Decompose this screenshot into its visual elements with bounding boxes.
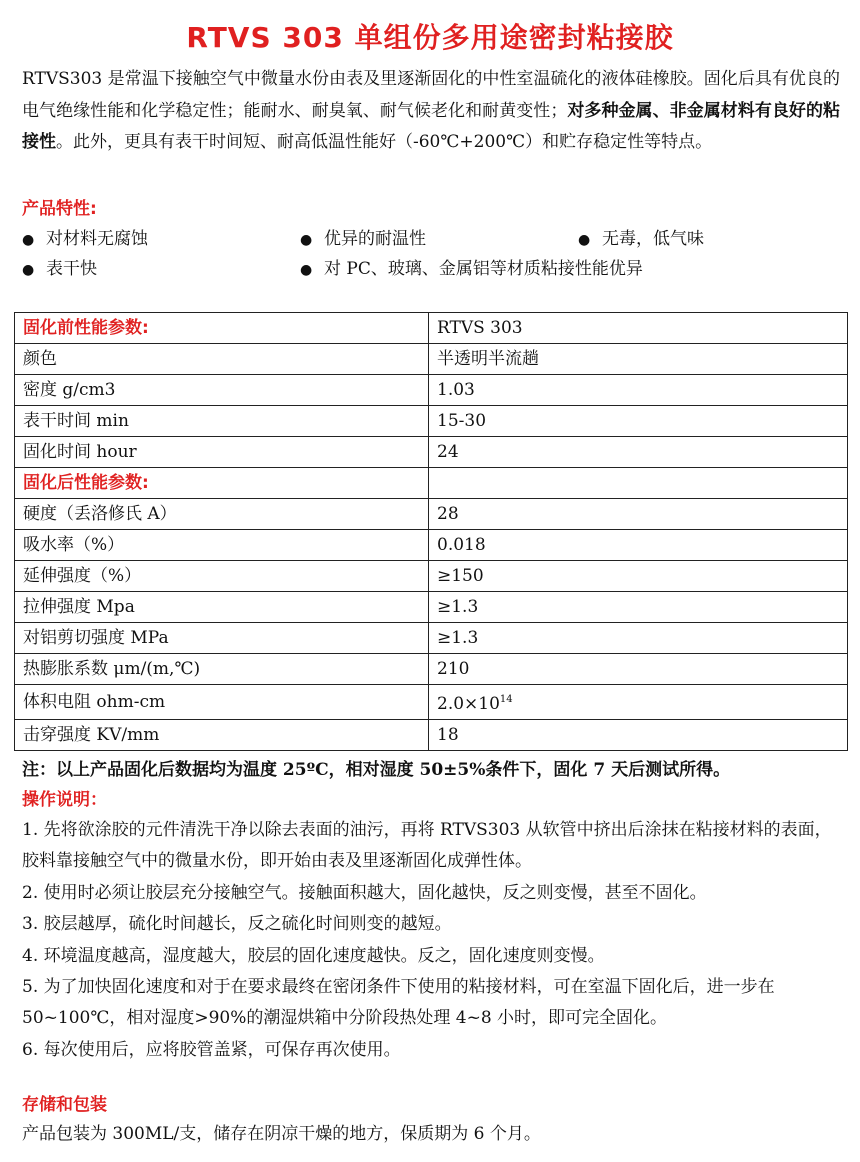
- label-cell: 硬度（丢洛修氏 A）: [15, 499, 429, 530]
- operation-heading: 操作说明：: [22, 790, 107, 810]
- value-cell: [429, 685, 848, 720]
- section-header-cell: 固化后性能参数:: [15, 468, 429, 499]
- feature-item: [22, 224, 148, 249]
- operation-step: 5. 为了加快固化速度和对于在要求最终在密闭条件下使用的粘接材料，可在室温下固化后，进一步在 50~100℃，相对湿度>90%的潮湿烘箱中分阶段热处理 4~8 小时，即可完全固化。: [22, 977, 775, 1029]
- table-row: [15, 561, 848, 592]
- label-cell: 体积电阻 ohm-cm: [15, 685, 429, 720]
- feature-item: [578, 224, 704, 249]
- intro-bold-text: 对多种金属、非金属材料有良好的粘接性: [22, 100, 841, 152]
- label-cell: 固化时间 hour: [15, 437, 429, 468]
- operation-step: 6. 每次使用后，应将胶管盖紧，可保存再次使用。: [22, 1039, 401, 1060]
- parameters-table: [14, 312, 848, 751]
- table-row: [15, 344, 848, 375]
- value-cell: ≥1.3: [429, 592, 848, 623]
- section-header-cell: 固化前性能参数:: [15, 313, 429, 344]
- table-row: [15, 720, 848, 751]
- operation-step: 1. 先将欲涂胶的元件清洗干净以除去表面的油污，再将 RTVS303 从软管中挤出后涂抹在粘接材料的表面，胶料靠接触空气中的微量水份，即开始由表及里逐渐固化成弹性体。: [22, 820, 832, 872]
- intro-text-1: RTVS303 是常温下接触空气中微量水份由表及里逐渐固化的中性室温硫化的液体硅橡胶。固化后具有优良的电气绝缘性能和化学稳定性；能耐水、耐臭氧、耐气候老化和耐黄变性；: [22, 69, 840, 121]
- feature-item: [22, 254, 97, 279]
- value-cell: 半透明半流趟: [429, 344, 848, 375]
- feature-item: [300, 224, 426, 249]
- note-label: 注：: [22, 760, 56, 780]
- feature-label: 对 PC、玻璃、金属铝等材质粘接性能优异: [324, 259, 643, 279]
- table-row: [15, 623, 848, 654]
- table-row: [15, 685, 848, 720]
- value-text: 2.0×10: [437, 694, 500, 714]
- table-note: [22, 755, 852, 780]
- bullet-icon: ●: [300, 262, 313, 278]
- document-title: RTVS 303 单组份多用途密封粘接胶: [186, 21, 674, 54]
- feature-label: 无毒，低气味: [602, 229, 704, 249]
- storage-heading: 存储和包装: [22, 1095, 107, 1115]
- table-row: [15, 499, 848, 530]
- exponent-text: 14: [499, 694, 513, 705]
- operation-step: 2. 使用时必须让胶层充分接触空气。接触面积越大，固化越快，反之则变慢，甚至不固化。: [22, 882, 707, 903]
- feature-label: 表干快: [46, 259, 97, 279]
- feature-label: 对材料无腐蚀: [46, 229, 148, 249]
- table-row: [15, 406, 848, 437]
- value-cell: RTVS 303: [429, 313, 848, 344]
- operation-step: 4. 环境温度越高，湿度越大，胶层的固化速度越快。反之，固化速度则变慢。: [22, 945, 605, 966]
- storage-text: 产品包装为 300ML/支，储存在阴凉干燥的地方，保质期为 6 个月。: [22, 1124, 541, 1144]
- table-row: [15, 654, 848, 685]
- feature-item: [300, 254, 643, 279]
- value-cell: 18: [429, 720, 848, 751]
- bullet-icon: ●: [300, 232, 313, 248]
- label-cell: 击穿强度 KV/mm: [15, 720, 429, 751]
- label-cell: 延伸强度（%）: [15, 561, 429, 592]
- label-cell: 表干时间 min: [15, 406, 429, 437]
- bullet-icon: ●: [578, 232, 591, 248]
- value-cell: ≥150: [429, 561, 848, 592]
- table-row: [15, 375, 848, 406]
- value-cell: 15-30: [429, 406, 848, 437]
- value-cell: 210: [429, 654, 848, 685]
- label-cell: 密度 g/cm3: [15, 375, 429, 406]
- label-cell: 对铝剪切强度 MPa: [15, 623, 429, 654]
- feature-label: 优异的耐温性: [324, 229, 426, 249]
- table-row: [15, 313, 848, 344]
- value-cell: 0.018: [429, 530, 848, 561]
- table-row: [15, 530, 848, 561]
- value-cell: ≥1.3: [429, 623, 848, 654]
- value-cell: 1.03: [429, 375, 848, 406]
- table-row: [15, 437, 848, 468]
- note-text: 以上产品固化后数据均为温度 25ºC，相对湿度 50±5%条件下，固化 7 天后测试所得。: [56, 760, 731, 780]
- operation-step: 3. 胶层越厚，硫化时间越长，反之硫化时间则变的越短。: [22, 914, 452, 935]
- features-heading: 产品特性:: [22, 199, 97, 219]
- intro-text-2: 。此外，更具有表干时间短、耐高低温性能好（-60℃+200℃）和贮存稳定性等特点。: [56, 132, 713, 152]
- intro-paragraph: [22, 64, 840, 159]
- value-cell: 28: [429, 499, 848, 530]
- table-row: [15, 592, 848, 623]
- bullet-icon: ●: [22, 262, 35, 278]
- value-cell: 24: [429, 437, 848, 468]
- operation-steps: [22, 815, 840, 1066]
- table-row: [15, 468, 848, 499]
- label-cell: 热膨胀系数 μm/(m,℃): [15, 654, 429, 685]
- value-cell: [429, 468, 848, 499]
- label-cell: 颜色: [15, 344, 429, 375]
- label-cell: 吸水率（%）: [15, 530, 429, 561]
- bullet-icon: ●: [22, 232, 35, 248]
- label-cell: 拉伸强度 Mpa: [15, 592, 429, 623]
